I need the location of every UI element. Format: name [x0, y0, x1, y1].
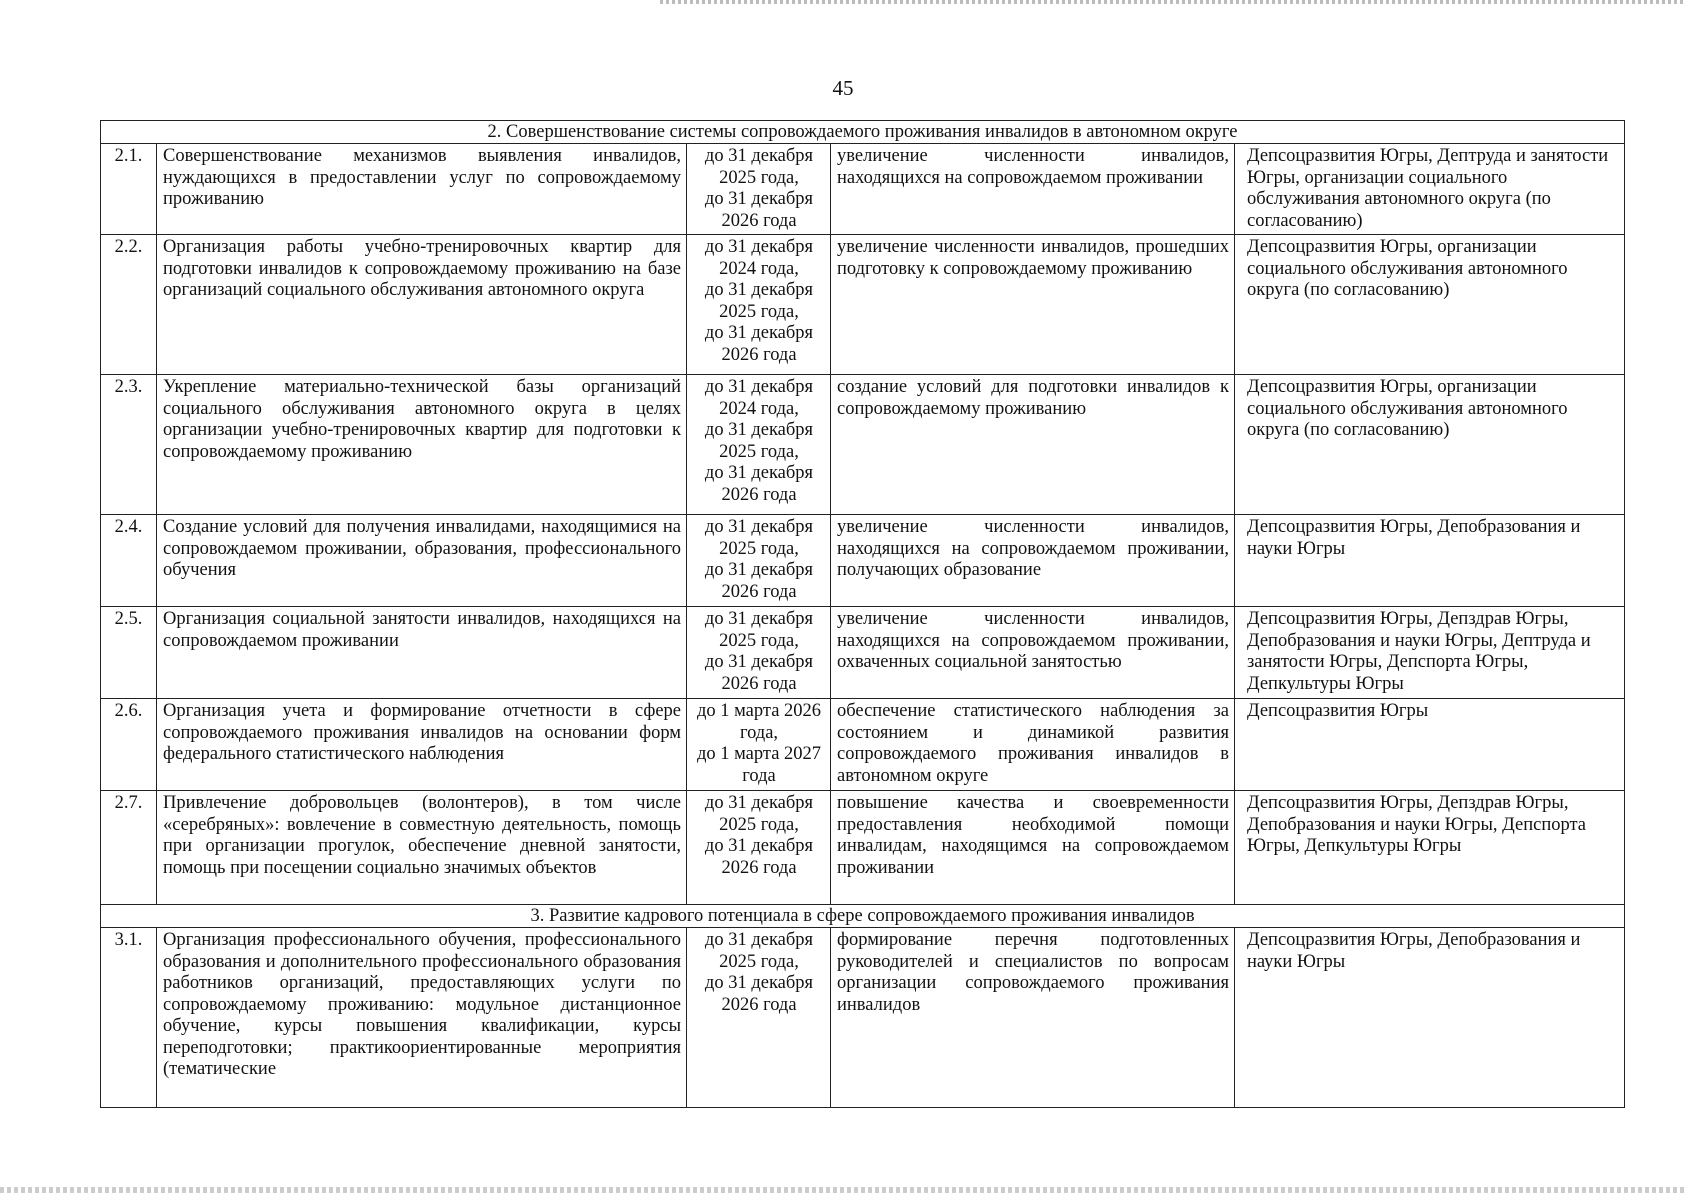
section-header-row [101, 121, 1625, 144]
result-cell: увеличение численности инвалидов, прошедших подготовку к сопровождаемому проживанию [831, 235, 1235, 375]
action-cell: Создание условий для получения инвалидами, находящимися на сопровождаемом проживании, образования, профессионального обучения [157, 515, 687, 607]
section-header-row [101, 905, 1625, 928]
result-cell: увеличение численности инвалидов, находящихся на сопровождаемом проживании, охваченных социальной занятостью [831, 607, 1235, 699]
deadline-cell: до 31 декабря 2024 года, до 31 декабря 2025 года, до 31 декабря 2026 года [687, 375, 831, 515]
action-cell: Привлечение добровольцев (волонтеров), в том числе «серебряных»: вовлечение в совместную деятельность, помощь при организации прогулок, обеспечение дневной занятости, помощь при посещении социально значимых объектов [157, 791, 687, 905]
section-title: 3. Развитие кадрового потенциала в сфере сопровождаемого проживания инвалидов [101, 905, 1625, 928]
row-number: 2.4. [101, 515, 157, 607]
deadline-cell: до 31 декабря 2025 года, до 31 декабря 2026 года [687, 144, 831, 235]
deadline-cell: до 31 декабря 2025 года, до 31 декабря 2026 года [687, 928, 831, 1108]
table-row [101, 375, 1625, 515]
section-title: 2. Совершенствование системы сопровождаемого проживания инвалидов в автономном округе [101, 121, 1625, 144]
responsible-cell: Депсоцразвития Югры, организации социального обслуживания автономного округа (по согласованию) [1235, 375, 1625, 515]
result-cell: создание условий для подготовки инвалидов к сопровождаемому проживанию [831, 375, 1235, 515]
table-row [101, 791, 1625, 905]
deadline-cell: до 31 декабря 2025 года, до 31 декабря 2026 года [687, 515, 831, 607]
table-row [101, 235, 1625, 375]
row-number: 2.6. [101, 699, 157, 791]
deadline-cell: до 31 декабря 2025 года, до 31 декабря 2026 года [687, 607, 831, 699]
action-cell: Организация работы учебно-тренировочных квартир для подготовки инвалидов к сопровождаемому проживанию на базе организаций социального обслуживания автономного округа [157, 235, 687, 375]
responsible-cell: Депсоцразвития Югры, организации социального обслуживания автономного округа (по согласованию) [1235, 235, 1625, 375]
row-number: 2.7. [101, 791, 157, 905]
table-row [101, 928, 1625, 1108]
measures-table [100, 120, 1625, 1108]
row-number: 2.3. [101, 375, 157, 515]
responsible-cell: Депсоцразвития Югры, Депздрав Югры, Депобразования и науки Югры, Депспорта Югры, Депкультуры Югры [1235, 791, 1625, 905]
row-number: 2.1. [101, 144, 157, 235]
result-cell: повышение качества и своевременности предоставления необходимой помощи инвалидам, находящимся на сопровождаемом проживании [831, 791, 1235, 905]
action-cell: Организация учета и формирование отчетности в сфере сопровождаемого проживания инвалидов на основании форм федерального статистического наблюдения [157, 699, 687, 791]
row-number: 3.1. [101, 928, 157, 1108]
page-number: 45 [832, 76, 854, 100]
deadline-cell: до 31 декабря 2025 года, до 31 декабря 2026 года [687, 791, 831, 905]
action-cell: Организация социальной занятости инвалидов, находящихся на сопровождаемом проживании [157, 607, 687, 699]
table-row [101, 607, 1625, 699]
scan-edge-bottom [0, 1187, 1686, 1193]
responsible-cell: Депсоцразвития Югры, Депобразования и науки Югры [1235, 928, 1625, 1108]
table-row [101, 699, 1625, 791]
table-row [101, 515, 1625, 607]
action-cell: Совершенствование механизмов выявления инвалидов, нуждающихся в предоставлении услуг по сопровождаемому проживанию [157, 144, 687, 235]
result-cell: формирование перечня подготовленных руководителей и специалистов по вопросам организации сопровождаемого проживания инвалидов [831, 928, 1235, 1108]
action-cell: Укрепление материально-технической базы организаций социального обслуживания автономного округа в целях организации учебно-тренировочных квартир для подготовки к сопровождаемому проживанию [157, 375, 687, 515]
result-cell: увеличение численности инвалидов, находящихся на сопровождаемом проживании, получающих образование [831, 515, 1235, 607]
scan-edge-top [660, 0, 1686, 4]
table-row [101, 144, 1625, 235]
row-number: 2.2. [101, 235, 157, 375]
deadline-cell: до 31 декабря 2024 года, до 31 декабря 2025 года, до 31 декабря 2026 года [687, 235, 831, 375]
responsible-cell: Депсоцразвития Югры, Депздрав Югры, Депобразования и науки Югры, Дептруда и занятости Югры, Депспорта Югры, Депкультуры Югры [1235, 607, 1625, 699]
responsible-cell: Депсоцразвития Югры [1235, 699, 1625, 791]
deadline-cell: до 1 марта 2026 года, до 1 марта 2027 года [687, 699, 831, 791]
responsible-cell: Депсоцразвития Югры, Депобразования и науки Югры [1235, 515, 1625, 607]
action-cell: Организация профессионального обучения, профессионального образования и дополнительного профессионального образования работников организаций, предоставляющих услуги по сопровождаемому проживанию: модульное дистанционное обучение, курсы повышения квалификации, курсы переподготовки; практикоориентированные мероприятия (тематические [157, 928, 687, 1108]
responsible-cell: Депсоцразвития Югры, Дептруда и занятости Югры, организации социального обслуживания автономного округа (по согласованию) [1235, 144, 1625, 235]
row-number: 2.5. [101, 607, 157, 699]
result-cell: обеспечение статистического наблюдения за состоянием и динамикой развития сопровождаемого проживания инвалидов в автономном округе [831, 699, 1235, 791]
result-cell: увеличение численности инвалидов, находящихся на сопровождаемом проживании [831, 144, 1235, 235]
